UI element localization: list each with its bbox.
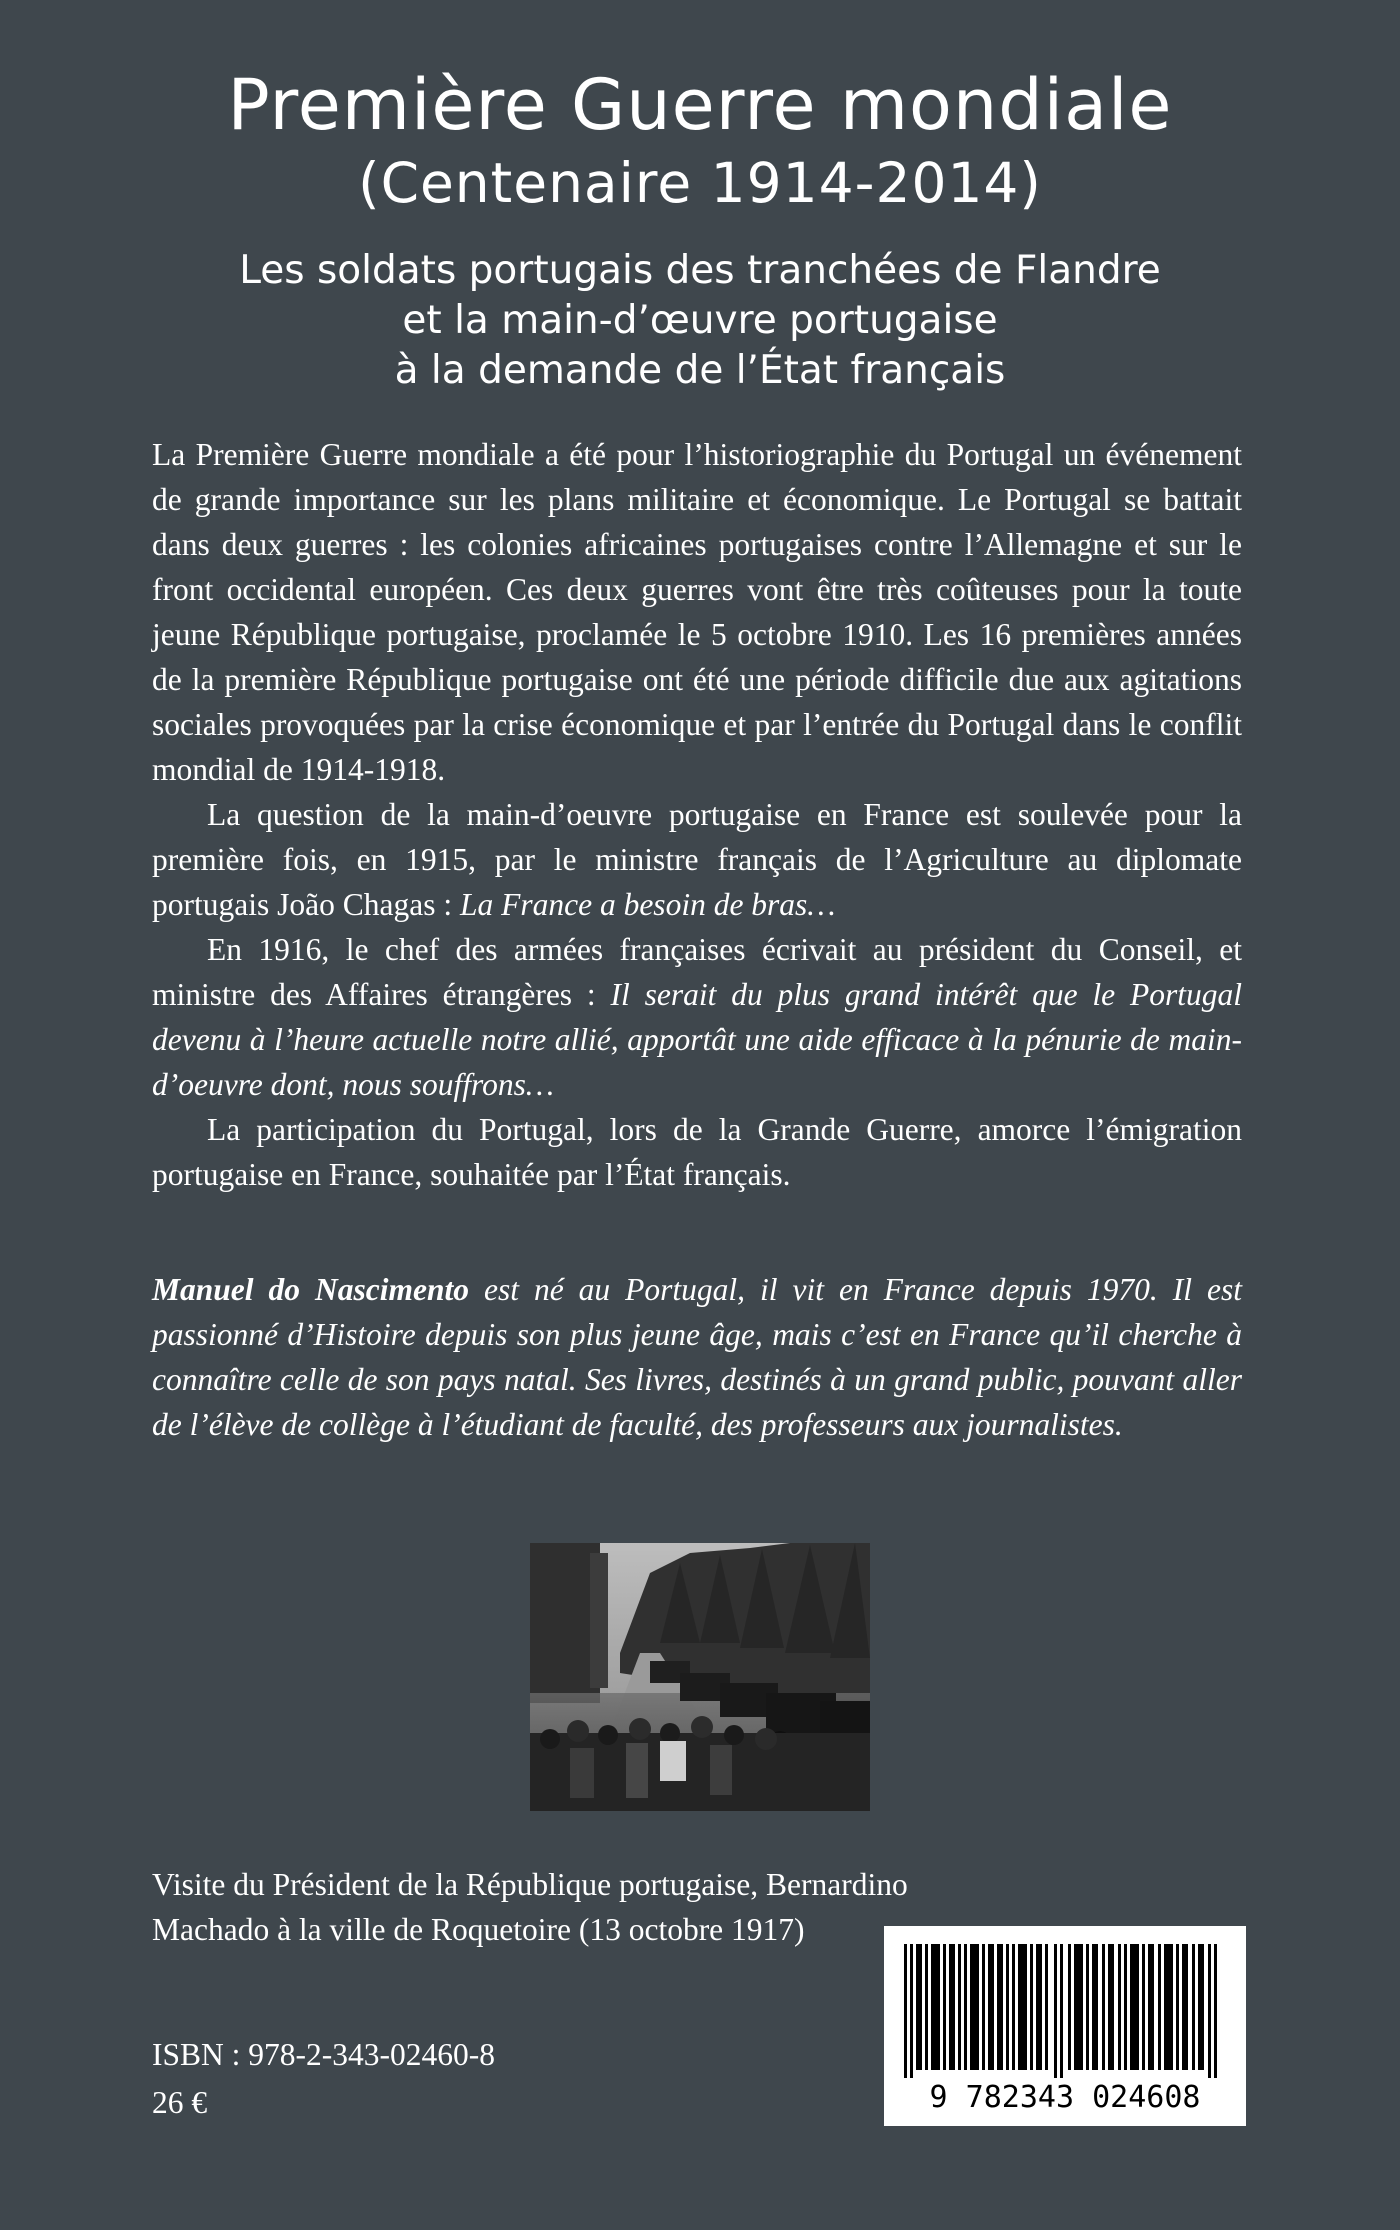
caption-line: Machado à la ville de Roquetoire (13 octobre 1917) <box>152 1912 805 1947</box>
author-name: Manuel do Nascimento <box>152 1272 469 1307</box>
synopsis <box>152 432 1242 1197</box>
synopsis-paragraph: La participation du Portugal, lors de la Grande Guerre, amorce l’émigration portugaise en France, souhaitée par l’État français. <box>152 1112 1242 1192</box>
historical-photo <box>530 1543 870 1811</box>
photo-caption <box>152 1862 982 1952</box>
synopsis-paragraph <box>152 927 1242 1107</box>
author-bio-paragraph <box>152 1267 1242 1447</box>
tagline-line: à la demande de l’État français <box>394 348 1006 393</box>
synopsis-paragraph: La Première Guerre mondiale a été pour l’historiographie du Portugal un événement de grande importance sur les plans militaire et économique. Le Portugal se battait dans deux guerres : les colonies africaines portugaises contre l’Allemagne et sur le front occidental européen. Ces deux guerres vont être très coûteuses pour la toute jeune République portugaise, proclamée le 5 octobre 1910. Les 16 premières années de la première République portugaise ont été une période difficile due aux agitations sociales provoquées par la crise économique et par l’entrée du Portugal dans le conflit mondial de 1914-1918. <box>152 437 1242 787</box>
synopsis-text: La question de la main-d’oeuvre portugaise en France est soulevée pour la première fois, en 1915, par le ministre français de l’Agriculture au diplomate portugais João Chagas : <box>152 797 1242 922</box>
barcode-bars <box>902 1944 1228 2078</box>
tagline-line: Les soldats portugais des tranchées de Flandre <box>239 248 1161 293</box>
book-subtitle: (Centenaire 1914-2014) <box>358 151 1042 215</box>
photo-illustration <box>530 1543 870 1811</box>
caption-line: Visite du Président de la République portugaise, Bernardino <box>152 1867 908 1902</box>
book-title: Première Guerre mondiale <box>227 64 1173 146</box>
price-label: 26 € <box>152 2085 208 2120</box>
synopsis-quote: La France a besoin de bras… <box>459 887 836 922</box>
author-bio <box>152 1267 1242 1447</box>
tagline-line: et la main-d’œuvre portugaise <box>402 298 998 343</box>
book-tagline <box>0 246 1400 396</box>
isbn-label: ISBN : 978-2-343-02460-8 <box>152 2037 495 2072</box>
barcode <box>884 1926 1246 2126</box>
synopsis-quote: Il serait du plus grand intérêt que le Portugal devenu à l’heure actuelle notre allié, apportât une aide efficace à la pénurie de main-d’oeuvre dont, nous souffrons… <box>152 977 1242 1102</box>
synopsis-text: En 1916, le chef des armées françaises écrivait au président du Conseil, et ministre des Affaires étrangères : <box>152 932 1242 1012</box>
author-bio-text: est né au Portugal, il vit en France depuis 1970. Il est passionné d’Histoire depuis son plus jeune âge, mais c’est en France qu’il cherche à connaître celle de son pays natal. Ses livres, destinés à un grand public, pouvant aller de l’élève de collège à l’étudiant de faculté, des professeurs aux journalistes. <box>152 1272 1242 1442</box>
barcode-digits: 9 782343 024608 <box>929 2080 1201 2115</box>
synopsis-paragraph <box>152 792 1242 927</box>
